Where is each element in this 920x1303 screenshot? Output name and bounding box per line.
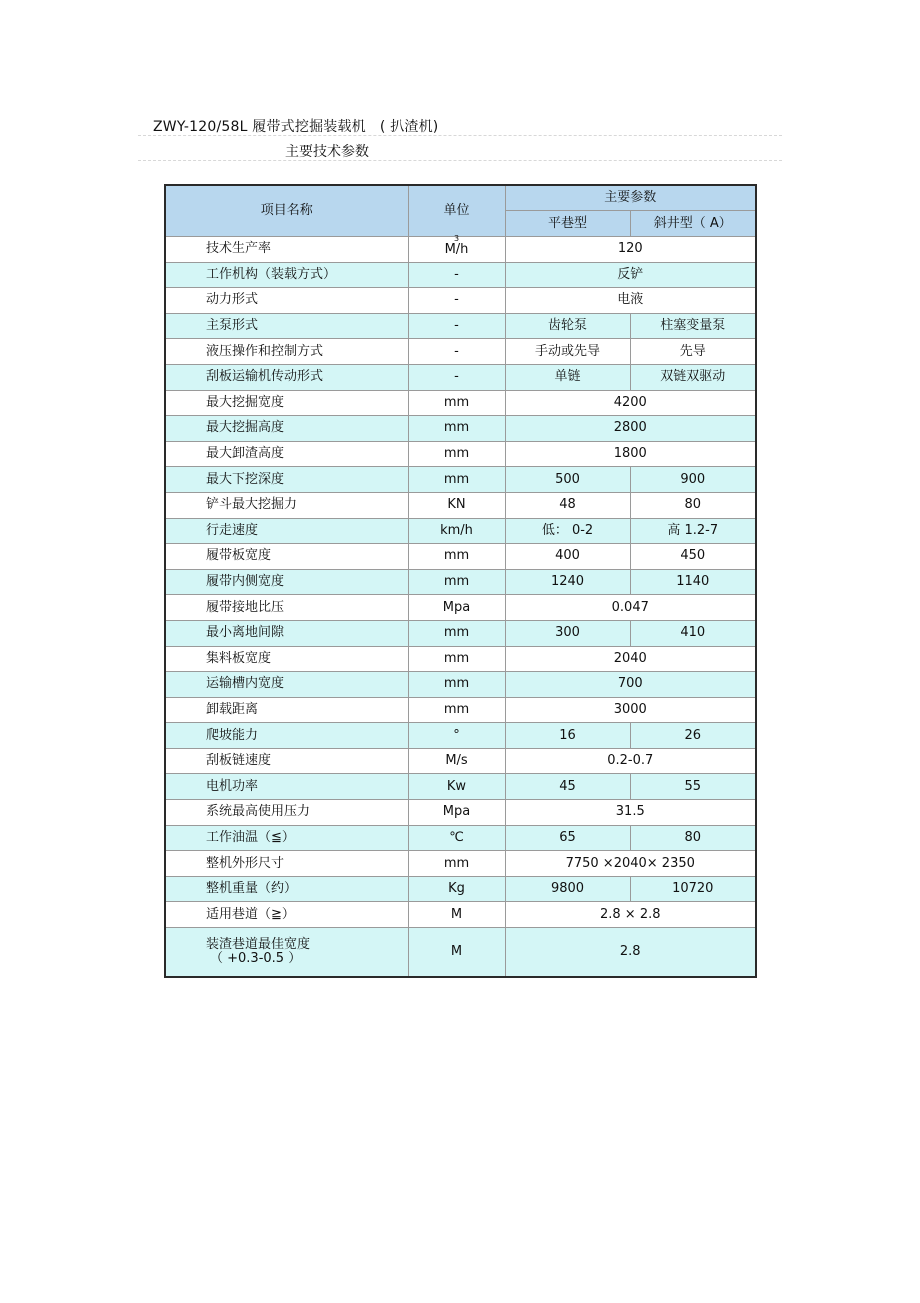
row-unit xyxy=(408,544,505,570)
row-unit xyxy=(408,595,505,621)
row-value-col-b: 55 xyxy=(630,774,756,800)
row-unit-text: mm xyxy=(443,446,470,462)
table-row xyxy=(165,825,756,851)
row-value-merged: 3000 xyxy=(505,697,756,723)
caption-divider xyxy=(138,160,782,161)
row-unit-text: mm xyxy=(443,650,470,666)
row-item-name-text: 最大卸渣高度 xyxy=(206,446,285,462)
row-unit xyxy=(408,364,505,390)
row-value-merged: 700 xyxy=(505,672,756,698)
row-item-name xyxy=(165,364,408,390)
row-item-name-line2: （ +0.3-0.5 ） xyxy=(210,951,302,967)
row-item-name-text: 工作机构（装载方式） xyxy=(206,266,337,282)
table-caption: 主要技术参数 xyxy=(285,144,369,160)
row-value-merged: 2.8 xyxy=(505,928,756,978)
row-item-name xyxy=(165,313,408,339)
row-unit-text: M xyxy=(450,944,463,960)
row-item-name xyxy=(165,441,408,467)
row-value-merged: 0.047 xyxy=(505,595,756,621)
row-value-col-b: 先导 xyxy=(630,339,756,365)
table-row xyxy=(165,416,756,442)
row-value-merged: 反铲 xyxy=(505,262,756,288)
row-value-merged: 1800 xyxy=(505,441,756,467)
row-unit-text: mm xyxy=(443,625,470,641)
row-value-merged: 0.2-0.7 xyxy=(505,748,756,774)
row-unit xyxy=(408,774,505,800)
row-value-col-a: 400 xyxy=(505,544,630,570)
table-row xyxy=(165,902,756,928)
row-unit xyxy=(408,672,505,698)
table-row xyxy=(165,262,756,288)
row-item-name xyxy=(165,672,408,698)
row-value-col-b: 450 xyxy=(630,544,756,570)
row-item-name xyxy=(165,851,408,877)
row-unit xyxy=(408,825,505,851)
table-row xyxy=(165,569,756,595)
spec-table xyxy=(164,184,757,978)
row-item-name xyxy=(165,416,408,442)
row-unit-text: M xyxy=(450,906,463,922)
table-row xyxy=(165,723,756,749)
header-unit: 单位 xyxy=(408,185,505,237)
row-unit xyxy=(408,748,505,774)
row-unit xyxy=(408,339,505,365)
row-unit xyxy=(408,928,505,978)
row-unit-text: ℃ xyxy=(449,829,464,845)
row-unit-text: KN xyxy=(447,497,466,513)
row-unit-text: km/h xyxy=(440,522,473,538)
table-row xyxy=(165,851,756,877)
row-item-name xyxy=(165,390,408,416)
row-item-name-text: 液压操作和控制方式 xyxy=(206,343,324,359)
row-value-col-b: 900 xyxy=(630,467,756,493)
table-row xyxy=(165,928,756,978)
row-item-name xyxy=(165,800,408,826)
row-unit-text: Mpa xyxy=(442,804,471,820)
row-value-merged: 2040 xyxy=(505,646,756,672)
row-unit xyxy=(408,723,505,749)
row-item-name xyxy=(165,595,408,621)
row-item-name xyxy=(165,902,408,928)
row-unit-text: mm xyxy=(443,855,470,871)
row-unit-text: Mpa xyxy=(442,599,471,615)
row-item-name xyxy=(165,825,408,851)
row-item-name xyxy=(165,697,408,723)
table-row xyxy=(165,467,756,493)
row-unit xyxy=(408,492,505,518)
row-item-name xyxy=(165,467,408,493)
row-unit-text: Kg xyxy=(448,881,465,897)
row-unit-text: - xyxy=(454,292,459,308)
row-unit-text: mm xyxy=(443,548,470,564)
row-value-merged: 2.8 × 2.8 xyxy=(505,902,756,928)
row-item-name xyxy=(165,928,408,978)
row-unit xyxy=(408,467,505,493)
table-row xyxy=(165,876,756,902)
row-value-col-b: 80 xyxy=(630,825,756,851)
row-value-col-a: 齿轮泵 xyxy=(505,313,630,339)
row-unit-text: - xyxy=(454,369,459,385)
table-row xyxy=(165,441,756,467)
table-row xyxy=(165,672,756,698)
row-value-col-a: 65 xyxy=(505,825,630,851)
row-unit xyxy=(408,876,505,902)
row-value-col-b: 26 xyxy=(630,723,756,749)
row-item-name-text: 履带接地比压 xyxy=(206,599,285,615)
row-item-name-text: 最小离地间隙 xyxy=(206,625,285,641)
row-unit-text: mm xyxy=(443,471,470,487)
row-unit-text: mm xyxy=(443,394,470,410)
row-item-name-text: 刮板链速度 xyxy=(206,753,272,769)
row-value-col-a: 300 xyxy=(505,620,630,646)
row-unit xyxy=(408,313,505,339)
title-divider xyxy=(138,135,782,136)
row-item-name xyxy=(165,339,408,365)
row-item-name xyxy=(165,620,408,646)
row-value-col-a: 48 xyxy=(505,492,630,518)
row-unit-text: - xyxy=(454,318,459,334)
row-item-name xyxy=(165,646,408,672)
row-value-col-a: 单链 xyxy=(505,364,630,390)
row-item-name-text: 技术生产率 xyxy=(206,241,272,257)
row-unit-text: mm xyxy=(443,420,470,436)
row-value-merged: 电液 xyxy=(505,288,756,314)
row-unit xyxy=(408,234,505,263)
row-value-col-b: 10720 xyxy=(630,876,756,902)
header-main-params: 主要参数 xyxy=(505,185,756,211)
table-row xyxy=(165,237,756,263)
row-value-col-b: 410 xyxy=(630,620,756,646)
row-value-col-b: 1140 xyxy=(630,569,756,595)
row-value-col-a: 低： 0-2 xyxy=(505,518,630,544)
row-item-name-text: 行走速度 xyxy=(206,522,259,538)
table-row xyxy=(165,339,756,365)
header-col-a: 平巷型 xyxy=(505,211,630,237)
row-unit xyxy=(408,902,505,928)
row-value-col-a: 500 xyxy=(505,467,630,493)
row-unit-text: mm xyxy=(443,701,470,717)
row-item-name-text: 刮板运输机传动形式 xyxy=(206,369,324,385)
row-item-name-text: 适用巷道（≧） xyxy=(206,906,295,922)
row-value-col-a: 手动或先导 xyxy=(505,339,630,365)
row-item-name xyxy=(165,492,408,518)
row-unit xyxy=(408,800,505,826)
table-row xyxy=(165,313,756,339)
row-value-col-a: 45 xyxy=(505,774,630,800)
row-value-col-b: 80 xyxy=(630,492,756,518)
row-item-name xyxy=(165,774,408,800)
row-item-name-text: 整机外形尺寸 xyxy=(206,855,285,871)
table-row xyxy=(165,595,756,621)
row-item-name-text: 最大挖掘高度 xyxy=(206,420,285,436)
row-value-col-a: 16 xyxy=(505,723,630,749)
row-value-col-b: 柱塞变量泵 xyxy=(630,313,756,339)
row-item-name-text: 电机功率 xyxy=(206,778,259,794)
table-row xyxy=(165,800,756,826)
row-unit xyxy=(408,288,505,314)
row-value-merged: 7750 ×2040× 2350 xyxy=(505,851,756,877)
header-col-b: 斜井型（ A） xyxy=(630,211,756,237)
row-unit-text: - xyxy=(454,266,459,282)
header-item-name: 项目名称 xyxy=(165,185,408,237)
unit-superscript: 3 xyxy=(453,234,460,244)
row-unit xyxy=(408,441,505,467)
row-unit xyxy=(408,416,505,442)
row-item-name-text: 履带板宽度 xyxy=(206,548,272,564)
row-unit xyxy=(408,390,505,416)
table-row xyxy=(165,390,756,416)
row-value-col-a: 9800 xyxy=(505,876,630,902)
row-item-name xyxy=(165,288,408,314)
row-item-name-text: 动力形式 xyxy=(206,292,259,308)
row-item-name-text: 工作油温（≦） xyxy=(206,829,295,845)
row-unit xyxy=(408,262,505,288)
row-item-name xyxy=(165,876,408,902)
row-unit-text: Kw xyxy=(446,778,467,794)
row-item-name-text: 履带内侧宽度 xyxy=(206,574,285,590)
row-unit xyxy=(408,697,505,723)
row-value-merged: 120 xyxy=(505,237,756,263)
table-row xyxy=(165,697,756,723)
row-item-name-text: 集料板宽度 xyxy=(206,650,272,666)
row-item-name xyxy=(165,544,408,570)
table-row xyxy=(165,518,756,544)
title-paren: ( 扒渣机) xyxy=(379,119,439,135)
title-main: ZWY-120/58L 履带式挖掘装载机 xyxy=(153,119,366,135)
row-unit xyxy=(408,620,505,646)
row-item-name-text: 系统最高使用压力 xyxy=(206,804,311,820)
spec-table-body xyxy=(165,234,756,978)
row-item-name xyxy=(165,518,408,544)
row-unit xyxy=(408,646,505,672)
table-row xyxy=(165,364,756,390)
row-item-name-text: 主泵形式 xyxy=(206,318,259,334)
row-value-merged: 2800 xyxy=(505,416,756,442)
row-value-col-a: 1240 xyxy=(505,569,630,595)
row-unit-text: M/s xyxy=(445,753,468,769)
row-item-name xyxy=(165,723,408,749)
row-unit xyxy=(408,569,505,595)
row-unit-text: mm xyxy=(443,574,470,590)
table-row xyxy=(165,288,756,314)
row-unit-text: ° xyxy=(453,727,460,743)
row-value-col-b: 双链双驱动 xyxy=(630,364,756,390)
table-row xyxy=(165,620,756,646)
row-value-merged: 31.5 xyxy=(505,800,756,826)
row-item-name-text: 整机重量（约） xyxy=(206,881,298,897)
row-item-name-text: 铲斗最大挖掘力 xyxy=(206,497,298,513)
row-item-name xyxy=(165,569,408,595)
table-row xyxy=(165,646,756,672)
row-item-name-text: 装渣巷道最佳宽度 xyxy=(206,937,311,953)
table-row xyxy=(165,748,756,774)
row-unit-text: mm xyxy=(443,676,470,692)
row-unit xyxy=(408,851,505,877)
row-item-name xyxy=(165,237,408,263)
row-item-name-text: 运输槽内宽度 xyxy=(206,676,285,692)
row-value-merged: 4200 xyxy=(505,390,756,416)
row-value-col-b: 高 1.2-7 xyxy=(630,518,756,544)
row-unit xyxy=(408,518,505,544)
row-unit-text: - xyxy=(454,343,459,359)
row-item-name xyxy=(165,262,408,288)
document-title xyxy=(153,116,438,136)
row-item-name-text: 卸载距离 xyxy=(206,701,259,717)
row-item-name xyxy=(165,748,408,774)
table-row xyxy=(165,774,756,800)
row-item-name-text: 最大挖掘宽度 xyxy=(206,394,285,410)
row-item-name-text: 最大下挖深度 xyxy=(206,471,285,487)
table-row xyxy=(165,544,756,570)
row-item-name-text: 爬坡能力 xyxy=(206,727,259,743)
table-row xyxy=(165,492,756,518)
row-unit-text: M/h xyxy=(444,242,469,258)
